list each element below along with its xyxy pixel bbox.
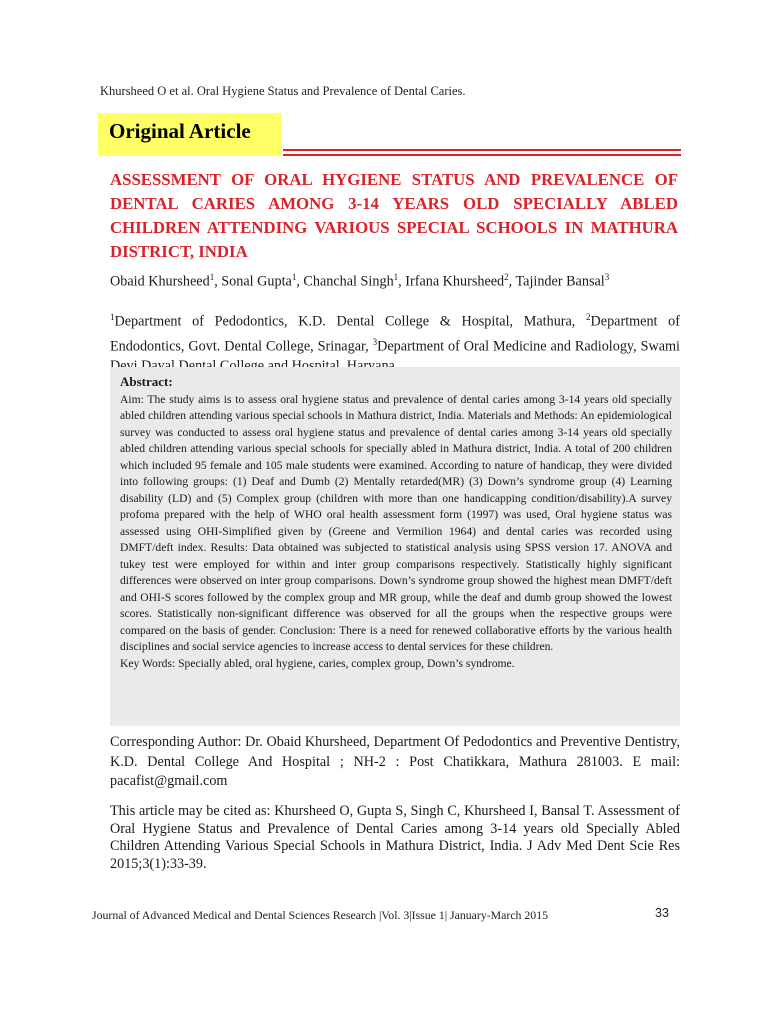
abstract-keywords: Key Words: Specially abled, oral hygiene, caries, complex group, Down’s syndrome. (120, 656, 515, 670)
affiliation-text: Department of Endodontics, Govt. Dental College, Srinagar, (110, 313, 680, 355)
author-name: Sonal Gupta (221, 273, 292, 290)
author-list: Obaid Khursheed$^1$, Sonal Gupta$^1$, Chanchal Singh$^1$, Irfana Khursheed$^2$, Tajinder Bansal$^3$ (110, 272, 610, 290)
header-rule-top (283, 149, 681, 151)
affiliation-number: 1 (110, 312, 115, 322)
corresponding-author: Corresponding Author: Dr. Obaid Khursheed, Department Of Pedodontics and Preventive Dentistry, K.D. Dental College And Hospital ; NH-2 : Post Chatikkara, Mathura 281003. E mail: pacafist@gmail.com (110, 734, 680, 789)
author-name: Tajinder Bansal (515, 273, 605, 290)
abstract-body: Aim: The study aims is to assess oral hygiene status and prevalence of dental caries among 3-14 years old specially abled children attending various special schools in Mathura district, India. Materials and Methods: An epidemiological survey was conducted to assess oral hygiene status and prevalence of dental caries among 3-14 years old specially abled children attending various special schools for specially abled in Mathura district, India. A total of 200 children which included 95 female and 105 male students were examined. According to nature of handicap, they were divided into following groups: (1) Deaf and Dumb (2) Mentally retarded(MR) (3) Down’s syndrome group (4) Learning disability (LD) and (5) Complex group (children with more than one handicapping condition/disability).A survey profoma prepared with the help of WHO oral health assessment form (1997) was used, Oral hygiene status was assessed using OHI-Simplified given by (Greene and Vermilion 1964) and dental caries was recorded using DMFT/deft index. Results: Data obtained was subjected to statistical analysis using SPSS version 17. ANOVA and tukey test were employed for within and inter group comparisons respectively. Statistically highly significant differences were observed on inter group comparisons. Down’s syndrome group showed the highest mean DMFT/deft and OHI-S scores followed by the complex group and MR group, while the deaf and dumb group showed the lowest scores. Statistically non-significant difference was observed for all the groups when the respective groups were compared on the basis of gender. Conclusion: There is a need for renewed collaborative efforts by the various health disciplines and social service agencies to increase access to dental services for these children. (120, 392, 672, 653)
author-name: Chanchal Singh (303, 273, 394, 290)
journal-footer: Journal of Advanced Medical and Dental Sciences Research |Vol. 3|Issue 1| January-March 2015 (92, 908, 548, 922)
affiliation-text: Department of Oral Medicine and Radiology, Swami (377, 338, 680, 355)
author-name: Obaid Khursheed (110, 273, 210, 290)
affiliation-number: 2 (586, 312, 591, 322)
author-affiliation-mark: 3 (604, 272, 610, 282)
article-type-badge: Original Article (98, 113, 282, 156)
author-affiliation-mark: 1 (393, 272, 399, 282)
author-affiliation-mark: 1 (291, 272, 297, 282)
author-name: Irfana Khursheed (405, 273, 505, 290)
header-rule-bottom (283, 154, 681, 156)
page-number: 33 (655, 906, 669, 920)
abstract-heading: Abstract: (120, 374, 173, 389)
article-title: ASSESSMENT OF ORAL HYGIENE STATUS AND PREVALENCE OF DENTAL CARIES AMONG 3-14 YEARS OLD SPECIALLY ABLED CHILDREN ATTENDING VARIOUS SPECIAL SCHOOLS IN MATHURA DISTRICT, INDIA (110, 170, 678, 261)
affiliation-text: Department of Pedodontics, K.D. Dental College & Hospital, Mathura, (114, 313, 587, 330)
citation-note: This article may be cited as: Khursheed O, Gupta S, Singh C, Khursheed I, Bansal T. Assessment of Oral Hygiene Status and Prevalence of Dental Caries among 3-14 years old Specially Abled Children Attending Various Special Schools in Mathura District, India. J Adv Med Dent Scie Res 2015;3(1):33-39. (110, 803, 680, 872)
author-affiliation-mark: 2 (504, 272, 509, 282)
abstract-box (110, 367, 680, 726)
affiliation-number: 3 (372, 336, 378, 347)
author-affiliation-mark: 1 (209, 272, 215, 282)
running-head: Khursheed O et al. Oral Hygiene Status and Prevalence of Dental Caries. (100, 84, 466, 98)
